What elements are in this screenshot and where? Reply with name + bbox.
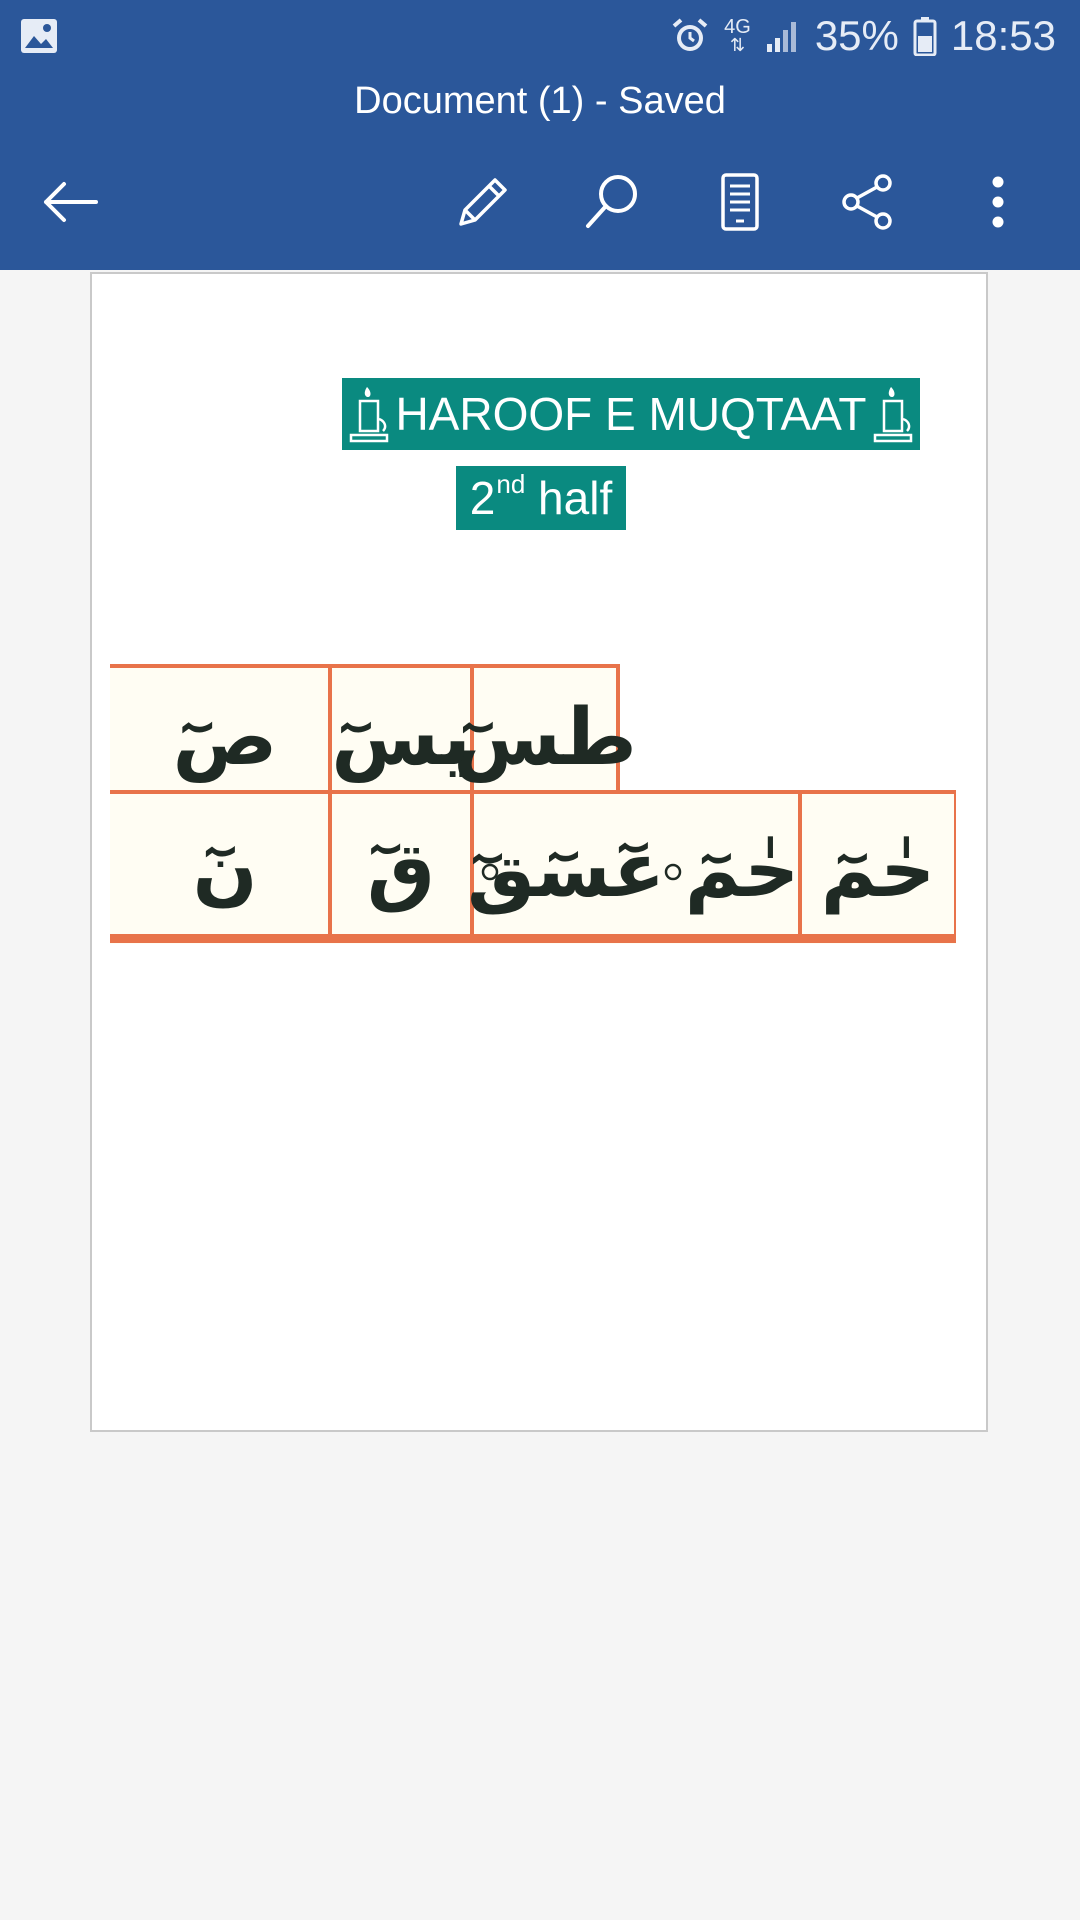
muqattaat-letters-image [110, 664, 956, 944]
network-type: 4G [724, 16, 751, 38]
app-bar [0, 0, 1080, 270]
search-button[interactable] [580, 170, 644, 234]
toolbar [0, 150, 1080, 250]
letter-cell: عٓسٓقٓ [467, 825, 665, 914]
document-title: Document (1) - Saved [354, 80, 726, 122]
share-button[interactable] [836, 170, 900, 234]
more-options-icon [988, 174, 1008, 230]
status-bar [0, 0, 1080, 72]
battery-percent: 35% [814, 12, 899, 59]
letter-cell: طسٓ [453, 693, 637, 783]
alarm-icon [670, 16, 710, 56]
heading-text: HAROOF E MUQTAAT [395, 388, 867, 440]
back-button[interactable] [38, 170, 102, 234]
share-icon [839, 173, 897, 231]
more-options-button[interactable] [966, 170, 1030, 234]
subheading-text: half [525, 472, 613, 524]
mobile-view-icon [718, 172, 762, 232]
battery-icon [913, 16, 937, 56]
clock-time: 18:53 [950, 12, 1056, 59]
edit-pencil-icon [453, 172, 513, 232]
network-4g-icon: 4G ⇅ [724, 16, 751, 55]
candle-icon [871, 383, 915, 445]
subheading-number: 2 [469, 472, 496, 524]
letter-cell: يسٓ [331, 693, 471, 783]
subheading-ordinal: nd [496, 468, 526, 499]
search-icon [582, 172, 642, 232]
letter-cell: قٓ [367, 825, 435, 914]
back-arrow-icon [40, 178, 100, 226]
gallery-icon [20, 18, 58, 54]
edit-button[interactable] [451, 170, 515, 234]
letter-cell: حٰمٓ [684, 825, 800, 914]
letter-cell: نٓ [192, 825, 258, 914]
document-page[interactable] [90, 272, 988, 1432]
letter-cell: صٓ [172, 693, 278, 783]
subheading [456, 466, 626, 530]
mobile-view-button[interactable] [708, 170, 772, 234]
document-heading [342, 378, 920, 450]
signal-icon [765, 18, 801, 54]
status-indicators [670, 10, 1056, 62]
candle-icon [347, 383, 391, 445]
letter-cell: حٰمٓ [820, 825, 936, 914]
